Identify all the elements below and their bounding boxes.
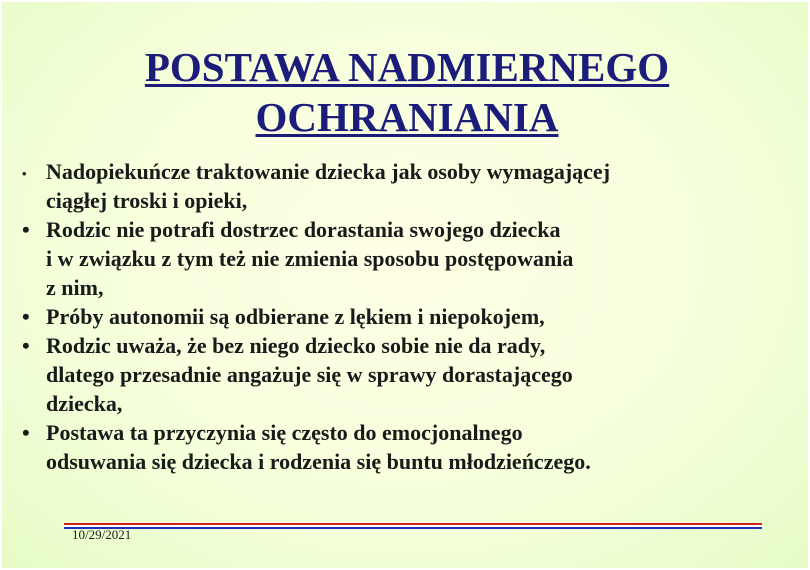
bullet-text-line: i w związku z tym też nie zmienia sposobu postępowania (46, 246, 574, 271)
bullet-text-line: odsuwania się dziecka i rodzenia się buntu młodzieńczego. (46, 449, 591, 474)
bullet-text-line: Rodzic uważa, że bez niego dziecko sobie nie da rady, (46, 333, 546, 358)
bullet-text-line: Rodzic nie potrafi dostrzec dorastania swojego dziecka (46, 217, 561, 242)
title-line-2: OCHRANIANIA (255, 94, 559, 140)
bullet-item (22, 157, 792, 215)
title-line-2-row (42, 92, 772, 142)
footer-decorative-lines (64, 523, 762, 531)
bullet-text-line: dziecka, (46, 391, 123, 416)
bullet-text-line: Nadopiekuńcze traktowanie dziecka jak osoby wymagającej (46, 159, 611, 184)
bullet-dot-icon: • (22, 333, 30, 358)
bullet-item (22, 215, 792, 302)
bullet-item (22, 418, 792, 476)
bullet-dot-icon: • (22, 166, 27, 181)
bullet-dot-icon: • (22, 304, 30, 329)
title-line-1-row (42, 42, 772, 92)
bullet-dot-icon: • (22, 217, 30, 242)
bullet-item (22, 331, 792, 418)
bullet-text-line: z nim, (46, 275, 104, 300)
slide-title (42, 42, 772, 142)
bullet-text-line: ciągłej troski i opieki, (46, 188, 248, 213)
bullet-list (22, 157, 792, 476)
title-line-1: POSTAWA NADMIERNEGO (144, 44, 670, 90)
slide-date: 10/29/2021 (72, 527, 132, 542)
bullet-dot-icon: • (22, 420, 30, 445)
bullet-item (22, 302, 792, 331)
bullet-text-line: Postawa ta przyczynia się często do emocjonalnego (46, 420, 523, 445)
bullet-text-line: dlatego przesadnie angażuje się w sprawy dorastającego (46, 362, 573, 387)
footer-line-blue (64, 527, 762, 529)
bullet-text-line: Próby autonomii są odbierane z lękiem i niepokojem, (46, 304, 545, 329)
